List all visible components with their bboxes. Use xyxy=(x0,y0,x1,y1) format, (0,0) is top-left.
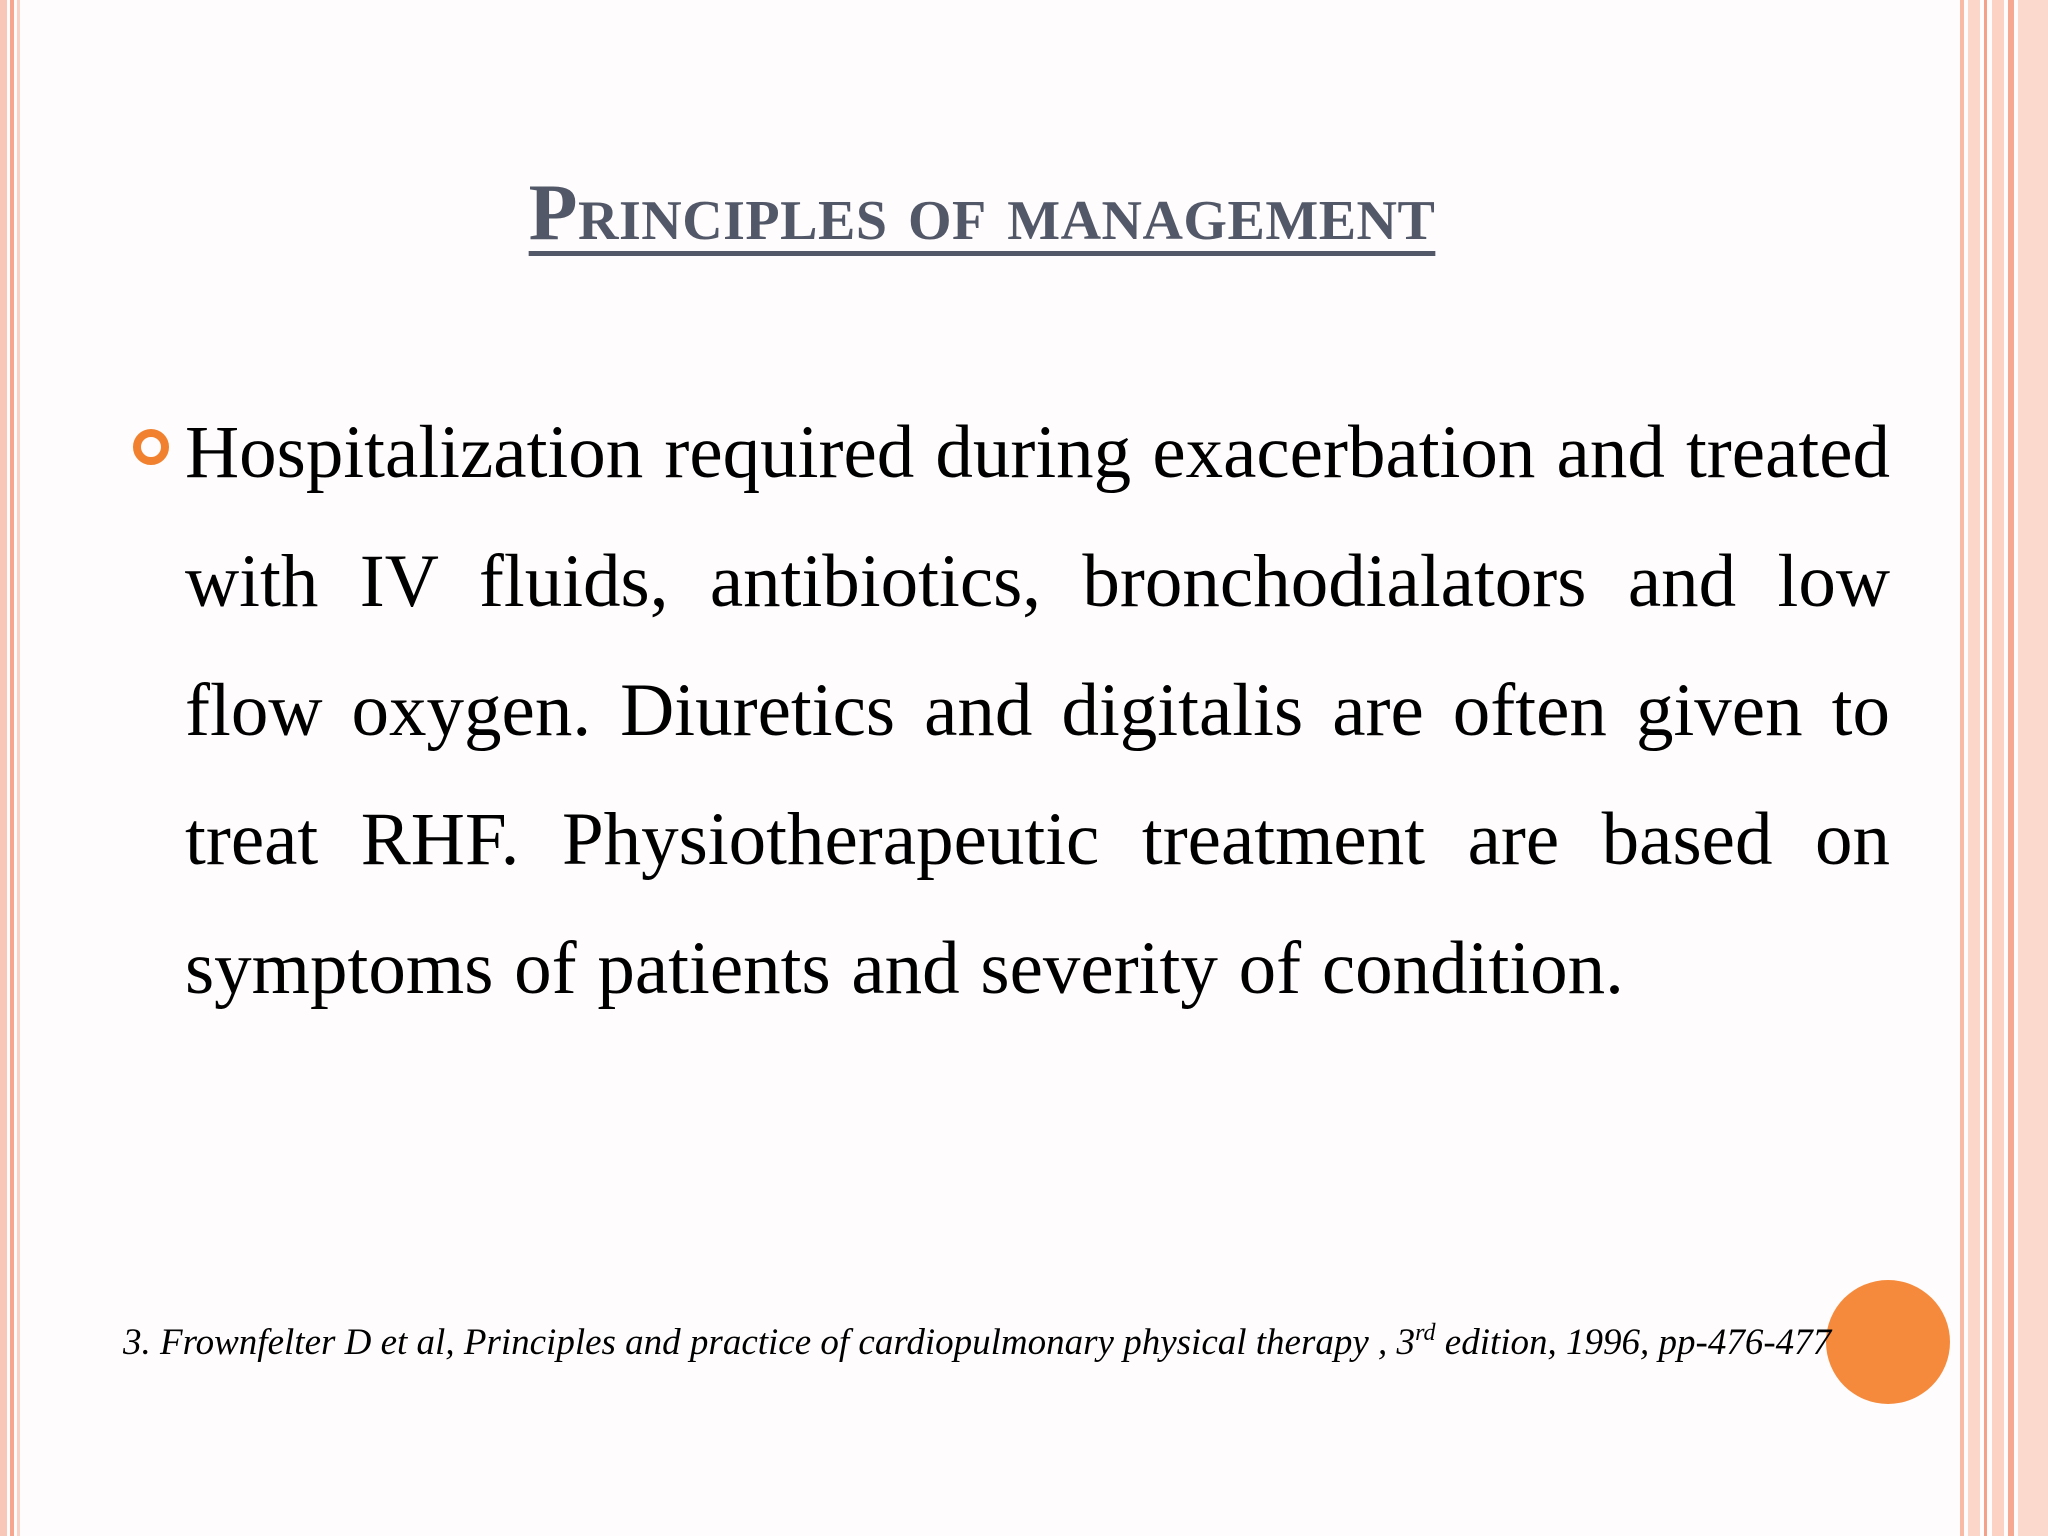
slide-title xyxy=(0,168,1964,259)
slide-title-text: Principles of management xyxy=(528,169,1436,257)
right-border-stripe xyxy=(2018,0,2048,1536)
right-border-stripe xyxy=(1968,0,1980,1536)
right-border-stripe xyxy=(1992,0,2004,1536)
bullet-text: Hospitalization required during exacerbation and treated with IV fluids, antibiotics, bronchodialators and low flow oxygen. Diuretics and digitalis are often given to treat RHF. Physiotherapeutic treatment are based on symptoms of patients and severity of condition. xyxy=(185,411,1890,1010)
reference-prefix: 3. Frownfelter D et al, Principles and practice of cardiopulmonary physical therapy , 3 xyxy=(123,1322,1416,1363)
reference-suffix: edition, 1996, pp-476-477 xyxy=(1435,1322,1832,1363)
right-border-stripe xyxy=(1984,0,1987,1536)
right-border-stripe xyxy=(2008,0,2014,1536)
circle-bullet-icon xyxy=(133,429,169,465)
reference-citation xyxy=(123,1310,1961,1376)
reference-superscript: rd xyxy=(1415,1320,1436,1346)
